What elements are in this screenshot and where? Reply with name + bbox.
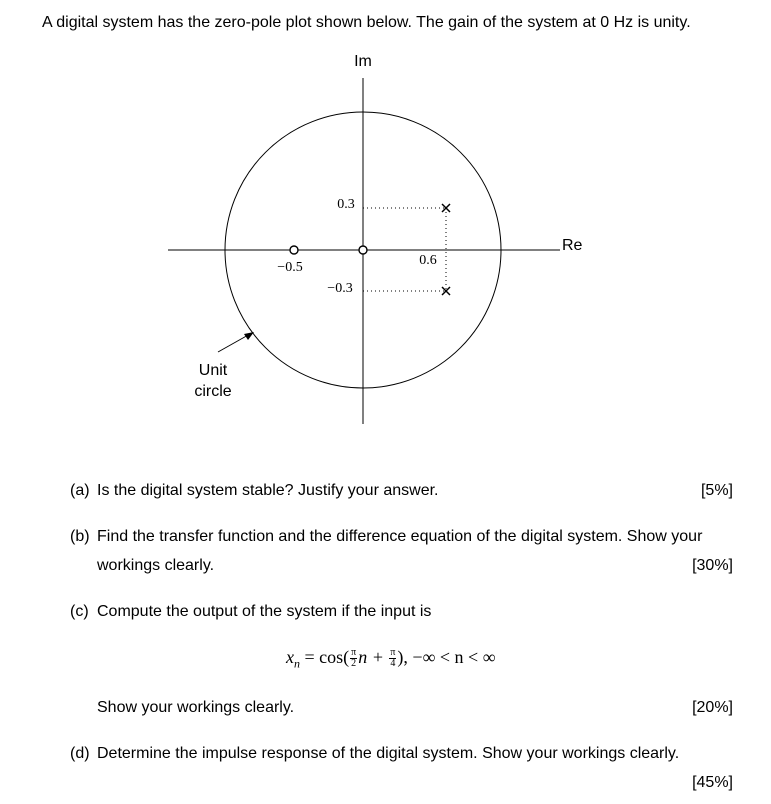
question-c-text-after: Show your workings clearly. — [97, 699, 295, 716]
eq-cos: = cos( — [300, 647, 350, 667]
tick-label-pos-03: 0.3 — [337, 197, 355, 212]
question-d-text: Determine the impulse response of the digital system. Show your workings clearly. — [97, 745, 680, 762]
question-c-label: (c) — [70, 603, 89, 620]
eq-frac-pi-4: $\frac{\pi}{4}$ — [390, 647, 396, 670]
eq-mid: n + — [358, 647, 389, 667]
eq-tail: ), −∞ < n < ∞ — [397, 647, 496, 667]
question-d-marks: [45%] — [692, 774, 733, 791]
question-a-label: (a) — [70, 482, 90, 499]
axis-label-im: Im — [354, 53, 372, 70]
question-c-marks: [20%] — [692, 699, 733, 716]
question-a-text: Is the digital system stable? Justify your answer. — [97, 482, 439, 499]
question-c-text: Compute the output of the system if the input is — [97, 603, 432, 620]
question-d-label: (d) — [70, 745, 90, 762]
eq-frac-pi-2: $\frac{\pi}{2}$ — [351, 647, 357, 670]
question-b-label: (b) — [70, 528, 90, 545]
question-b-marks: [30%] — [692, 557, 733, 574]
unit-circle-label-line1: Unit — [198, 362, 228, 379]
intro-text: A digital system has the zero-pole plot shown below. The gain of the system at 0 Hz is unity. — [42, 14, 691, 31]
unit-circle-label-line2: circle — [194, 383, 232, 400]
input-equation — [286, 647, 496, 672]
question-b-text-line2: workings clearly. — [97, 557, 215, 574]
tick-label-06: 0.6 — [419, 253, 437, 268]
tick-label-neg-03: −0.3 — [327, 281, 353, 296]
question-b-text-line1: Find the transfer function and the difference equation of the digital system. Show your — [97, 528, 703, 545]
unit-circle-arrowhead — [244, 332, 254, 340]
question-a-marks: [5%] — [700, 482, 733, 499]
tick-label-neg-05: −0.5 — [277, 260, 303, 275]
unit-circle-arrow — [218, 334, 250, 352]
axis-label-re: Re — [562, 237, 583, 254]
eq-lhs-sub: n — [294, 656, 300, 671]
zero-marker-origin — [359, 246, 367, 254]
eq-lhs: x — [286, 647, 294, 667]
zero-marker-neg05 — [290, 246, 298, 254]
